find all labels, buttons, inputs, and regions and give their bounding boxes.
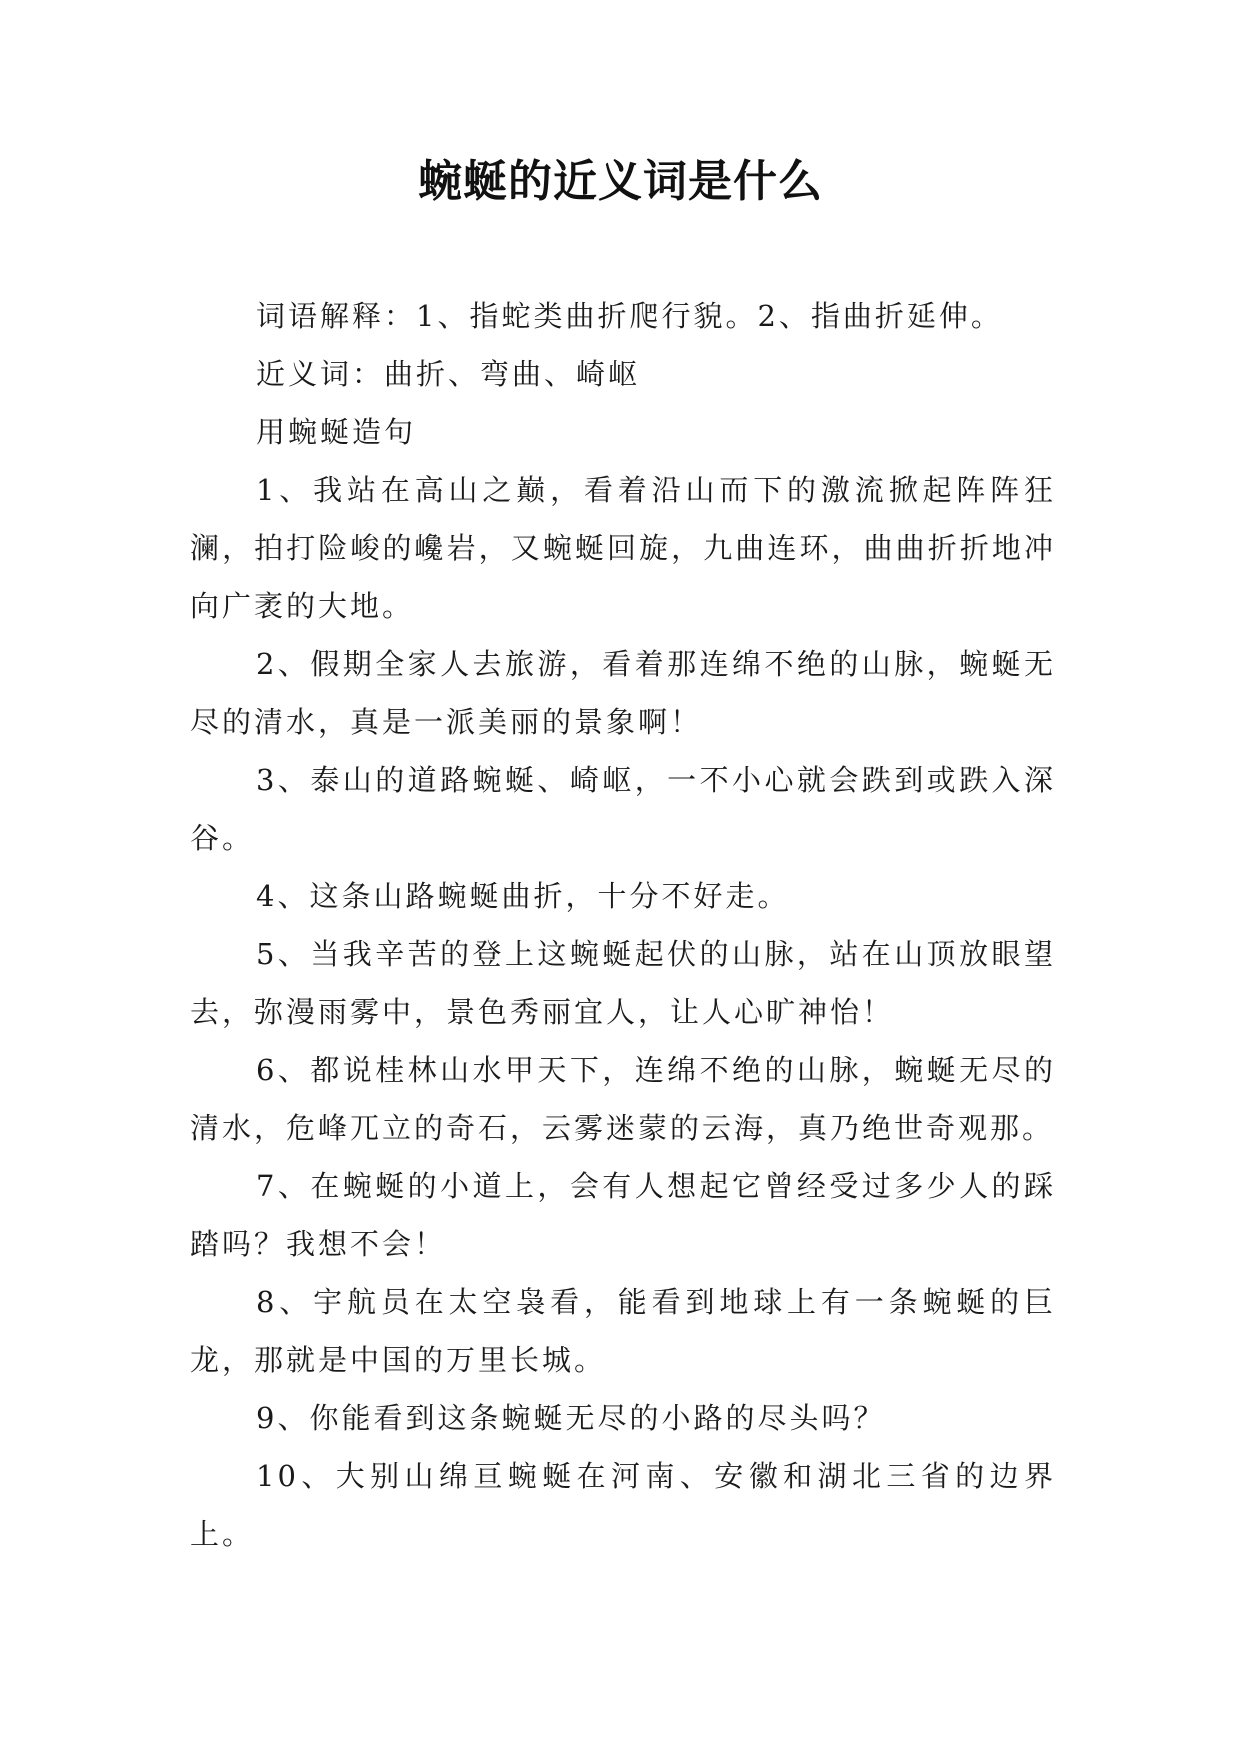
example-sentence-10: 10、大别山绵亘蜿蜒在河南、安徽和湖北三省的边界上。 <box>190 1459 1056 1551</box>
example-sentence-5: 5、当我辛苦的登上这蜿蜒起伏的山脉，站在山顶放眼望去，弥漫雨雾中，景色秀丽宜人，让人心旷神怡！ <box>190 937 1056 1029</box>
example-sentence-6: 6、都说桂林山水甲天下，连绵不绝的山脉，蜿蜒无尽的清水，危峰兀立的奇石，云雾迷蒙的云海，真乃绝世奇观那。 <box>190 1053 1056 1145</box>
example-sentence-1: 1、我站在高山之巅，看着沿山而下的激流掀起阵阵狂澜，拍打险峻的巉岩，又蜿蜒回旋，九曲连环，曲曲折折地冲向广袤的大地。 <box>190 473 1056 623</box>
example-sentence-2: 2、假期全家人去旅游，看着那连绵不绝的山脉，蜿蜒无尽的清水，真是一派美丽的景象啊！ <box>190 647 1056 739</box>
example-sentence-8: 8、宇航员在太空袅看，能看到地球上有一条蜿蜒的巨龙，那就是中国的万里长城。 <box>190 1285 1056 1377</box>
paragraph-examples-heading: 用蜿蜒造句 <box>256 415 417 449</box>
paragraph-definition: 词语解释：1、指蛇类曲折爬行貌。2、指曲折延伸。 <box>256 299 1003 333</box>
example-sentence-7: 7、在蜿蜒的小道上，会有人想起它曾经受过多少人的踩踏吗？我想不会！ <box>190 1169 1056 1261</box>
paragraph-synonyms: 近义词：曲折、弯曲、崎岖 <box>256 357 641 391</box>
document-title: 蜿蜒的近义词是什么 <box>418 156 823 207</box>
example-sentence-4: 4、这条山路蜿蜒曲折，十分不好走。 <box>256 879 790 913</box>
example-sentence-9: 9、你能看到这条蜿蜒无尽的小路的尽头吗？ <box>256 1401 886 1435</box>
document-body <box>190 287 1056 1563</box>
example-sentence-3: 3、泰山的道路蜿蜒、崎岖，一不小心就会跌到或跌入深谷。 <box>190 763 1056 855</box>
